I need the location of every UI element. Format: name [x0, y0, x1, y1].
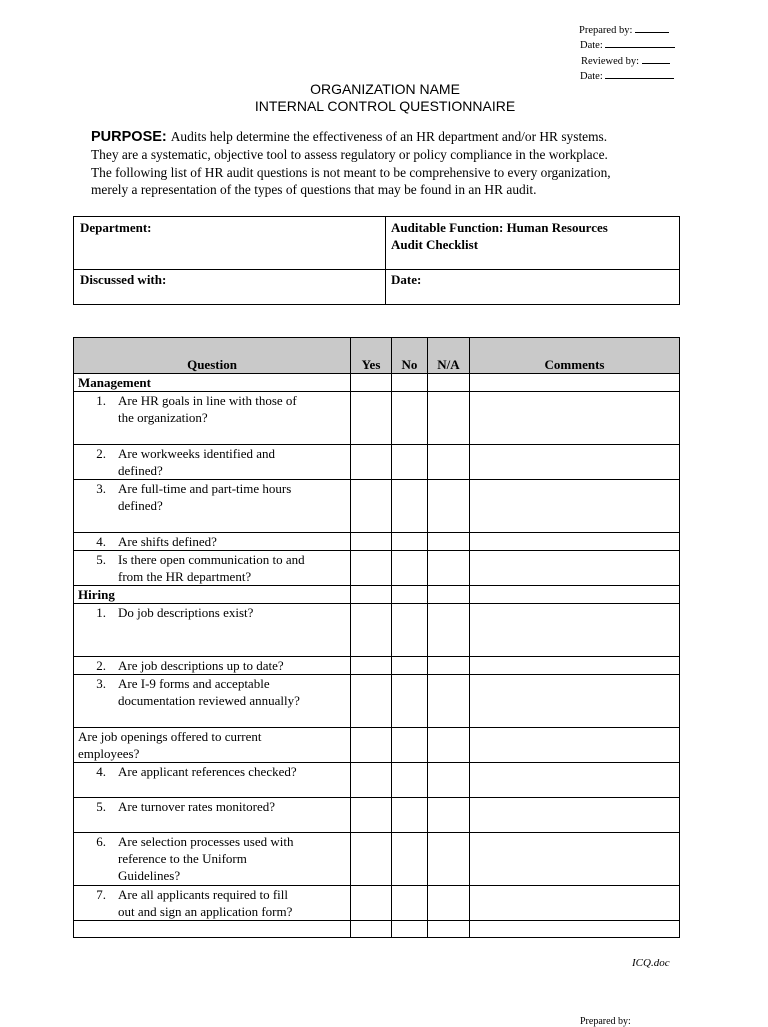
na-cell[interactable]: [428, 833, 470, 886]
yes-cell[interactable]: [351, 798, 392, 833]
question-cell: [74, 833, 351, 886]
no-cell[interactable]: [392, 551, 428, 586]
question-text: employees?: [78, 746, 140, 761]
no-cell[interactable]: [392, 445, 428, 480]
yes-cell[interactable]: [351, 833, 392, 886]
answer-cell[interactable]: [428, 586, 470, 604]
na-cell[interactable]: [428, 604, 470, 657]
comments-cell[interactable]: [470, 551, 680, 586]
question-text: Are full-time and part-time hours: [118, 481, 292, 496]
question-cell: [74, 392, 351, 445]
question-number: 2.: [96, 446, 106, 461]
date-field[interactable]: Date:: [391, 272, 422, 287]
question-text: out and sign an application form?: [118, 904, 293, 919]
na-cell[interactable]: [428, 533, 470, 551]
question-text: Are applicant references checked?: [118, 764, 297, 779]
empty-cell[interactable]: [351, 921, 392, 938]
empty-cell[interactable]: [392, 921, 428, 938]
question-row: [74, 445, 680, 480]
date-line: Date:: [580, 38, 675, 53]
question-cell: [74, 886, 351, 921]
comments-cell[interactable]: [470, 886, 680, 921]
question-row: [74, 833, 680, 886]
question-number: 1.: [96, 605, 106, 620]
purpose-paragraph: PURPOSE: Audits help determine the effectiveness of an HR department and/or HR systems. They are a systematic, objective tool to assess regulatory or policy compliance in the workplace. The following list of HR audit questions is not meant to be comprehensive to every organization, merely a representation of the types of questions that may be found in an HR audit.: [91, 129, 611, 198]
question-text: Guidelines?: [118, 868, 181, 883]
info-table: [73, 216, 680, 305]
no-cell[interactable]: [392, 833, 428, 886]
col-yes: Yes: [351, 338, 392, 374]
answer-cell[interactable]: [351, 374, 392, 392]
question-row: [74, 728, 680, 763]
no-cell[interactable]: [392, 798, 428, 833]
yes-cell[interactable]: [351, 657, 392, 675]
checklist-table: [73, 337, 680, 938]
question-number: 1.: [96, 393, 106, 408]
answer-cell[interactable]: [470, 374, 680, 392]
comments-cell[interactable]: [470, 657, 680, 675]
question-cell: [74, 445, 351, 480]
section-title: Management: [74, 374, 351, 392]
question-row: [74, 392, 680, 445]
question-cell: [74, 533, 351, 551]
comments-cell[interactable]: [470, 533, 680, 551]
section-row: [74, 374, 680, 392]
na-cell[interactable]: [428, 728, 470, 763]
question-text: Are all applicants required to fill: [118, 887, 289, 902]
yes-cell[interactable]: [351, 728, 392, 763]
question-number: 3.: [96, 481, 106, 496]
no-cell[interactable]: [392, 604, 428, 657]
signoff-block: [579, 23, 675, 85]
question-cell: [74, 480, 351, 533]
no-cell[interactable]: [392, 533, 428, 551]
yes-cell[interactable]: [351, 763, 392, 798]
prepared-by-line: Prepared by:: [579, 23, 675, 38]
yes-cell[interactable]: [351, 675, 392, 728]
question-row: [74, 886, 680, 921]
answer-cell[interactable]: [428, 374, 470, 392]
question-text: defined?: [118, 498, 163, 513]
no-cell[interactable]: [392, 675, 428, 728]
no-cell[interactable]: [392, 886, 428, 921]
na-cell[interactable]: [428, 392, 470, 445]
question-text: Is there open communication to and: [118, 552, 305, 567]
auditable-function-field: Auditable Function: Human Resources Audit Checklist: [391, 220, 608, 252]
document-title: [0, 81, 768, 115]
empty-cell[interactable]: [428, 921, 470, 938]
purpose-label: PURPOSE:: [91, 129, 167, 145]
comments-cell[interactable]: [470, 833, 680, 886]
no-cell[interactable]: [392, 728, 428, 763]
question-cell: [74, 604, 351, 657]
answer-cell[interactable]: [470, 586, 680, 604]
na-cell[interactable]: [428, 480, 470, 533]
reviewed-by-line: Reviewed by:: [581, 54, 675, 69]
na-cell[interactable]: [428, 551, 470, 586]
question-cell: [74, 798, 351, 833]
yes-cell[interactable]: [351, 392, 392, 445]
question-row: [74, 604, 680, 657]
comments-cell[interactable]: [470, 728, 680, 763]
comments-cell[interactable]: [470, 604, 680, 657]
question-text: Are HR goals in line with those of: [118, 393, 297, 408]
comments-cell[interactable]: [470, 392, 680, 445]
yes-cell[interactable]: [351, 533, 392, 551]
col-question: Question: [74, 338, 351, 374]
question-number: 6.: [96, 834, 106, 849]
question-number: 7.: [96, 887, 106, 902]
org-name: ORGANIZATION NAME: [310, 81, 460, 97]
question-cell: [74, 728, 351, 763]
question-number: 5.: [96, 552, 106, 567]
na-cell[interactable]: [428, 886, 470, 921]
question-text: Are workweeks identified and: [118, 446, 276, 461]
na-cell[interactable]: [428, 675, 470, 728]
question-text: defined?: [118, 463, 163, 478]
yes-cell[interactable]: [351, 445, 392, 480]
questionnaire-title: INTERNAL CONTROL QUESTIONNAIRE: [254, 98, 516, 114]
question-row: [74, 675, 680, 728]
col-na: N/A: [428, 338, 470, 374]
discussed-with-field[interactable]: Discussed with:: [80, 272, 167, 287]
question-row: [74, 480, 680, 533]
empty-cell[interactable]: [74, 921, 351, 938]
comments-cell[interactable]: [470, 480, 680, 533]
question-cell: [74, 675, 351, 728]
question-number: 3.: [96, 676, 106, 691]
no-cell[interactable]: [392, 657, 428, 675]
question-number: 2.: [96, 658, 106, 673]
col-no: No: [392, 338, 428, 374]
na-cell[interactable]: [428, 445, 470, 480]
comments-cell[interactable]: [470, 675, 680, 728]
question-text: documentation reviewed annually?: [118, 693, 300, 708]
question-text: Are turnover rates monitored?: [118, 799, 276, 814]
section-row: [74, 586, 680, 604]
comments-cell[interactable]: [470, 798, 680, 833]
comments-cell[interactable]: [470, 445, 680, 480]
question-number: 4.: [96, 534, 106, 549]
yes-cell[interactable]: [351, 480, 392, 533]
yes-cell[interactable]: [351, 604, 392, 657]
footer-filename: ICQ.doc: [632, 957, 670, 969]
question-cell: [74, 551, 351, 586]
no-cell[interactable]: [392, 480, 428, 533]
answer-cell[interactable]: [392, 374, 428, 392]
na-cell[interactable]: [428, 798, 470, 833]
empty-cell[interactable]: [470, 921, 680, 938]
no-cell[interactable]: [392, 763, 428, 798]
yes-cell[interactable]: [351, 551, 392, 586]
comments-cell[interactable]: [470, 763, 680, 798]
question-text: Are job openings offered to current: [78, 729, 262, 744]
footer-prepared-by: Prepared by:: [580, 1016, 631, 1027]
question-text: Are selection processes used with: [118, 834, 294, 849]
na-cell[interactable]: [428, 763, 470, 798]
question-text: from the HR department?: [118, 569, 252, 584]
question-number: 5.: [96, 799, 106, 814]
col-comments: Comments: [470, 338, 680, 374]
yes-cell[interactable]: [351, 886, 392, 921]
question-number: 4.: [96, 764, 106, 779]
question-text: Are shifts defined?: [118, 534, 217, 549]
question-row: [74, 551, 680, 586]
no-cell[interactable]: [392, 392, 428, 445]
answer-cell[interactable]: [351, 586, 392, 604]
question-text: the organization?: [118, 410, 208, 425]
question-cell: [74, 657, 351, 675]
date-line-2: Date:: [580, 69, 675, 84]
empty-row: [74, 921, 680, 938]
question-text: Are job descriptions up to date?: [118, 658, 284, 673]
question-text: Do job descriptions exist?: [118, 605, 254, 620]
answer-cell[interactable]: [392, 586, 428, 604]
header-row: [74, 338, 680, 374]
question-row: [74, 657, 680, 675]
department-field[interactable]: Department:: [80, 220, 152, 235]
question-text: reference to the Uniform: [118, 851, 247, 866]
question-text: Are I-9 forms and acceptable: [118, 676, 270, 691]
question-cell: [74, 763, 351, 798]
question-row: [74, 798, 680, 833]
question-row: [74, 533, 680, 551]
question-row: [74, 763, 680, 798]
na-cell[interactable]: [428, 657, 470, 675]
section-title: Hiring: [74, 586, 351, 604]
